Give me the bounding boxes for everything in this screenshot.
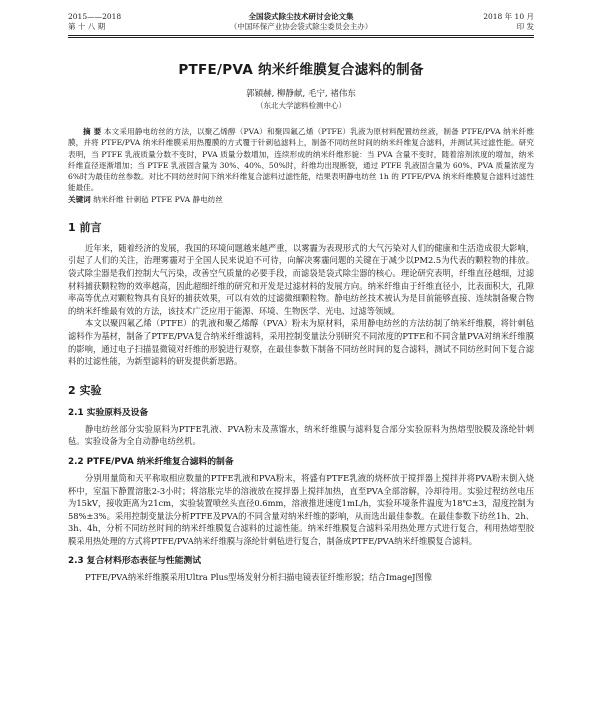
keywords-text: 纳米纤维 针刺毡 PTFE PVA 静电纺丝 <box>93 194 223 204</box>
preparation-paragraph: 分别用量筒和天平称取相应数量的PTFE乳液和PVA粉末，将盛有PTFE乳液的烧杯放于搅拌器上搅拌并将PVA粉末倒入烧杯中，室温下静置溶胀2-3小时；将溶胀完毕的溶液放在搅拌器上搅拌加热，直至PVA全部溶解，冷却待用。实验过程纺丝电压为15kV，接收距离为21cm，实验装置喷丝头直径0.6mm，溶液推进速度1mL/h，实验环境条件温度为18℃±3，湿度控制为58%±3%。采用控制变量法分析PTFE及PVA的不同含量对纳米纤维的影响，从而选出最佳参数。在最佳参数下纺丝1h、2h、3h、4h，分析不同纺丝时间的纳米纤维膜复合滤料的过滤性能。纳米纤维膜复合滤料采用热处理方式进行复合，利用热熔型胶膜采用热处理的方式将PTFE/PVA纳米纤维膜与涤纶针刺毡进行复合，制备成PTFE/PVA纳米纤维膜复合滤料。 <box>68 472 534 546</box>
subsection-heading-characterization: 2.3 复合材料形态表征与性能测试 <box>68 556 202 567</box>
header-rule-thin <box>68 37 534 38</box>
proceedings-title: 全国袋式除尘技术研讨会论文集 <box>248 12 354 21</box>
running-head-right <box>444 12 534 32</box>
running-head-print: 印 发 <box>516 22 534 31</box>
subsection-heading-preparation: 2.2 PTFE/PVA 纳米纤维复合滤料的制备 <box>68 456 234 467</box>
abstract-label: 摘 要 <box>83 127 102 136</box>
paper-affiliation: （东北大学滤料检测中心） <box>256 101 346 110</box>
proceedings-organizer: （中国环保产业协会袋式除尘委员会主办） <box>229 22 373 31</box>
abstract-text: 本文采用静电纺丝的方法，以聚乙烯醇（PVA）和聚四氟乙烯（PTFE）乳液为原材料配置纺丝液，制备 PTFE/PVA 纳米纤维膜，并将 PTFE/PVA 纳米纤维膜采用热覆膜的方式覆于针刺毡滤料上，制备不同纺丝时间的纳米纤维复合滤料，并测试其过滤性能。研究表明，当 PTFE 乳液质量分数不变时，PVA 质量分数增加，连续形成的纳米纤维形貌：当 PVA 含量不变时，随着溶剂浓度的增加，纳米纤维直径逐渐增加；当 PTFE 乳液固含量为 30%、40%、50%时，纤维均出现断裂，通过 PTFE 乳液固含量为 60%、PVA 质量浓度为 6%时为最佳纺丝参数。对比不同纺丝时间下纳米纤维复合滤料过滤性能，结果表明静电纺丝 1h 的 PTFE/PVA 纳米纤维膜复合滤料过滤性能最佳。 <box>68 127 534 193</box>
materials-paragraph: 静电纺丝部分实验原料为PTFE乳液、PVA粉末及蒸馏水，纳米纤维膜与滤料复合部分实验原料为热熔型胶膜及涤纶针刺毡。实验设备为全自动静电纺丝机。 <box>68 423 534 447</box>
section-heading-experiment: 2 实验 <box>68 383 102 397</box>
paper-title: PTFE/PVA 纳米纤维膜复合滤料的制备 <box>178 62 424 78</box>
keywords <box>68 194 534 205</box>
header-rule <box>68 35 534 36</box>
keywords-label: 关键词 <box>68 194 91 204</box>
running-head-left <box>68 12 158 32</box>
intro-paragraph-1: 近年来，随着经济的发展，我国的环境问题越来越严重，以雾霾为表现形式的大气污染对人们的健康和生活造成很大影响，引起了人们的关注，治理雾霾对于全国人民来说迫不可待，向解决雾霾问题的关键在于减少以PM2.5为代表的颗粒物的排放。袋式除尘器是我们控制大气污染，改善空气质量的必要手段，而滤袋是袋式除尘器的核心。理论研究表明，纤维直径越细，过滤材料捕获颗粒物的效率越高，因此超细纤维的研究和开发是过滤材料的发展方向。纳米纤维由于纤维直径小，比表面积大，孔隙率高等优点对颗粒物具有良好的捕获效果，可以有效的过滤微细颗粒物。静电纺丝技术被认为是目前能够直接、连续制备聚合物的纳米纤维最有效的方法，该技术广泛应用于能源、环境、生物医学、光电、过滤等领域。 <box>68 242 534 316</box>
paper-authors: 郭穎赫, 柳静献, 毛宁, 褚伟东 <box>246 89 356 99</box>
characterization-paragraph: PTFE/PVA纳米纤维膜采用Ultra Plus型场发射分析扫描电镜表征纤维形貌；结合ImageJ图像 <box>85 572 433 583</box>
subsection-heading-materials: 2.1 实验原料及设备 <box>68 407 149 418</box>
section-heading-introduction: 1 前言 <box>68 220 102 234</box>
abstract <box>68 126 534 194</box>
running-head-years: 2015——2018 <box>68 12 122 21</box>
running-head-center <box>230 12 373 32</box>
running-head <box>68 12 534 32</box>
running-head-date: 2018 年 10 月 <box>483 12 534 21</box>
intro-paragraph-2: 本文以聚四氟乙烯（PTFE）的乳液和聚乙烯醇（PVA）粉末为原材料，采用静电纺丝的方法纺制了纳米纤维膜，将针刺毡滤料作为基材，制备了PTFE/PVA复合纳米纤维滤料，采用控制变量法分别研究不同浓度的PTFE和不同含量PVA对纳米纤维膜的影响，通过电子扫描显微镜对纤维的形貌进行观察，在最佳参数下制备不同纺丝时间的复合滤料，测试不同纺丝时间下复合滤料的过滤性能，为新型滤料的研发提供新思路。 <box>68 318 534 367</box>
running-head-issue: 第 十 八 期 <box>68 22 106 31</box>
